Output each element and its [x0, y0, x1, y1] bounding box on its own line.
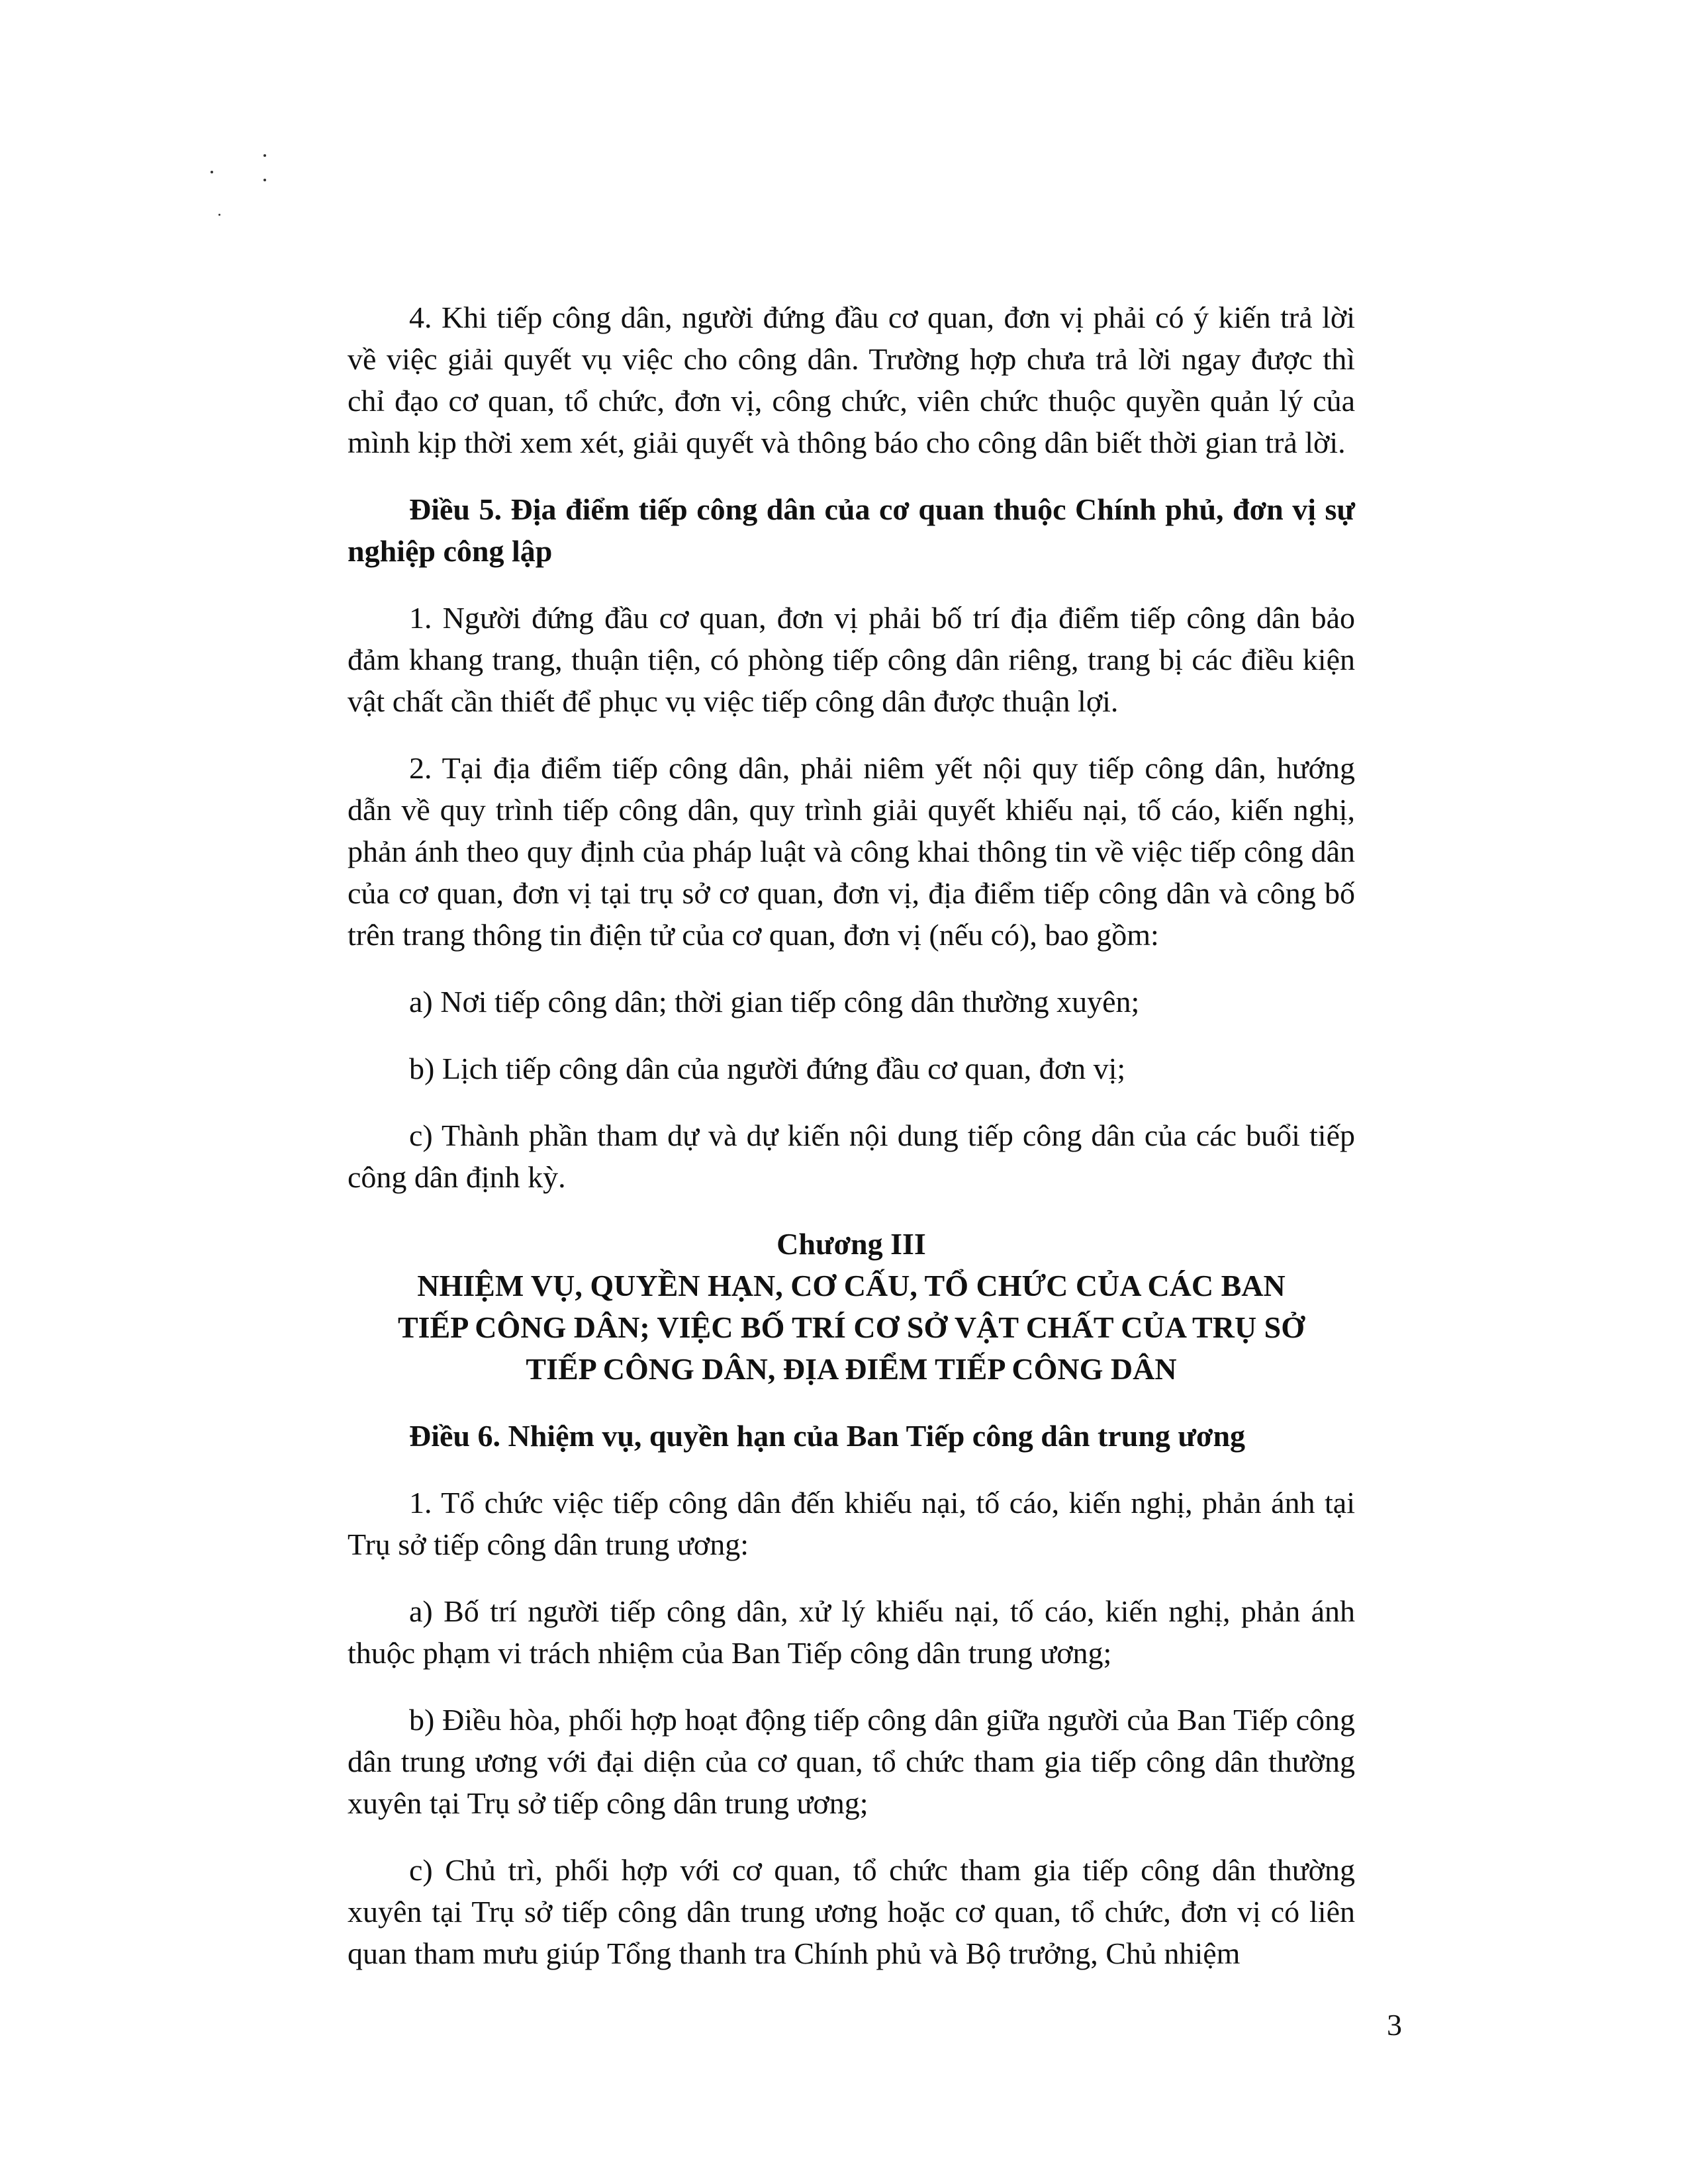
paragraph: b) Lịch tiếp công dân của người đứng đầu cơ quan, đơn vị; — [409, 1052, 1126, 1085]
article-heading: Điều 5. Địa điểm tiếp công dân của cơ quan thuộc Chính phủ, đơn vị sự nghiệp công lập — [348, 492, 1355, 568]
page-number: 3 — [1387, 2008, 1402, 2042]
paragraph: b) Điều hòa, phối hợp hoạt động tiếp công dân giữa người của Ban Tiếp công dân trung ương với đại diện của cơ quan, tổ chức tham gia tiếp công dân thường xuyên tại Trụ sở tiếp công dân trung ương; — [348, 1703, 1355, 1820]
paragraph: 1. Tổ chức việc tiếp công dân đến khiếu nại, tố cáo, kiến nghị, phản ánh tại Trụ sở tiếp công dân trung ương: — [348, 1486, 1355, 1561]
paragraph: c) Chủ trì, phối hợp với cơ quan, tổ chức tham gia tiếp công dân thường xuyên tại Trụ sở tiếp công dân trung ương hoặc cơ quan, tổ chức, đơn vị có liên quan tham mưu giúp Tổng thanh tra Chính phủ và Bộ trưởng, Chủ nhiệm — [348, 1853, 1355, 1970]
paragraph: c) Thành phần tham dự và dự kiến nội dung tiếp công dân của các buổi tiếp công dân định kỳ. — [348, 1118, 1355, 1194]
chapter-heading — [348, 1223, 1355, 1390]
document-body — [348, 296, 1355, 1999]
scan-speck — [263, 154, 266, 157]
paragraph: 4. Khi tiếp công dân, người đứng đầu cơ quan, đơn vị phải có ý kiến trả lời về việc giải quyết vụ việc cho công dân. Trường hợp chưa trả lời ngay được thì chỉ đạo cơ quan, tổ chức, đơn vị, công chức, viên chức thuộc quyền quản lý của mình kịp thời xem xét, giải quyết và thông báo cho công dân biết thời gian trả lời. — [348, 300, 1355, 459]
scan-speck — [218, 214, 220, 216]
scan-speck — [263, 179, 266, 181]
paragraph: 2. Tại địa điểm tiếp công dân, phải niêm yết nội quy tiếp công dân, hướng dẫn về quy trình tiếp công dân, quy trình giải quyết khiếu nại, tố cáo, kiến nghị, phản ánh theo quy định của pháp luật và công khai thông tin về việc tiếp công dân của cơ quan, đơn vị tại trụ sở cơ quan, đơn vị, địa điểm tiếp công dân và công bố trên trang thông tin điện tử của cơ quan, đơn vị (nếu có), bao gồm: — [348, 751, 1355, 952]
scan-speck — [211, 171, 213, 173]
chapter-title: Chương III — [776, 1227, 926, 1261]
paragraph: a) Bố trí người tiếp công dân, xử lý khiếu nại, tố cáo, kiến nghị, phản ánh thuộc phạm vi trách nhiệm của Ban Tiếp công dân trung ương; — [348, 1594, 1355, 1670]
paragraph: a) Nơi tiếp công dân; thời gian tiếp công dân thường xuyên; — [409, 985, 1140, 1019]
paragraph: 1. Người đứng đầu cơ quan, đơn vị phải bố trí địa điểm tiếp công dân bảo đảm khang trang, thuận tiện, có phòng tiếp công dân riêng, trang bị các điều kiện vật chất cần thiết để phục vụ việc tiếp công dân được thuận lợi. — [348, 601, 1355, 718]
chapter-subtitle: NHIỆM VỤ, QUYỀN HẠN, CƠ CẤU, TỔ CHỨC CỦA CÁC BAN TIẾP CÔNG DÂN; VIỆC BỐ TRÍ CƠ SỞ VẬT CHẤT CỦA TRỤ SỞ TIẾP CÔNG DÂN, ĐỊA ĐIỂM TIẾP CÔNG DÂN — [397, 1269, 1305, 1386]
article-heading: Điều 6. Nhiệm vụ, quyền hạn của Ban Tiếp công dân trung ương — [409, 1419, 1246, 1453]
